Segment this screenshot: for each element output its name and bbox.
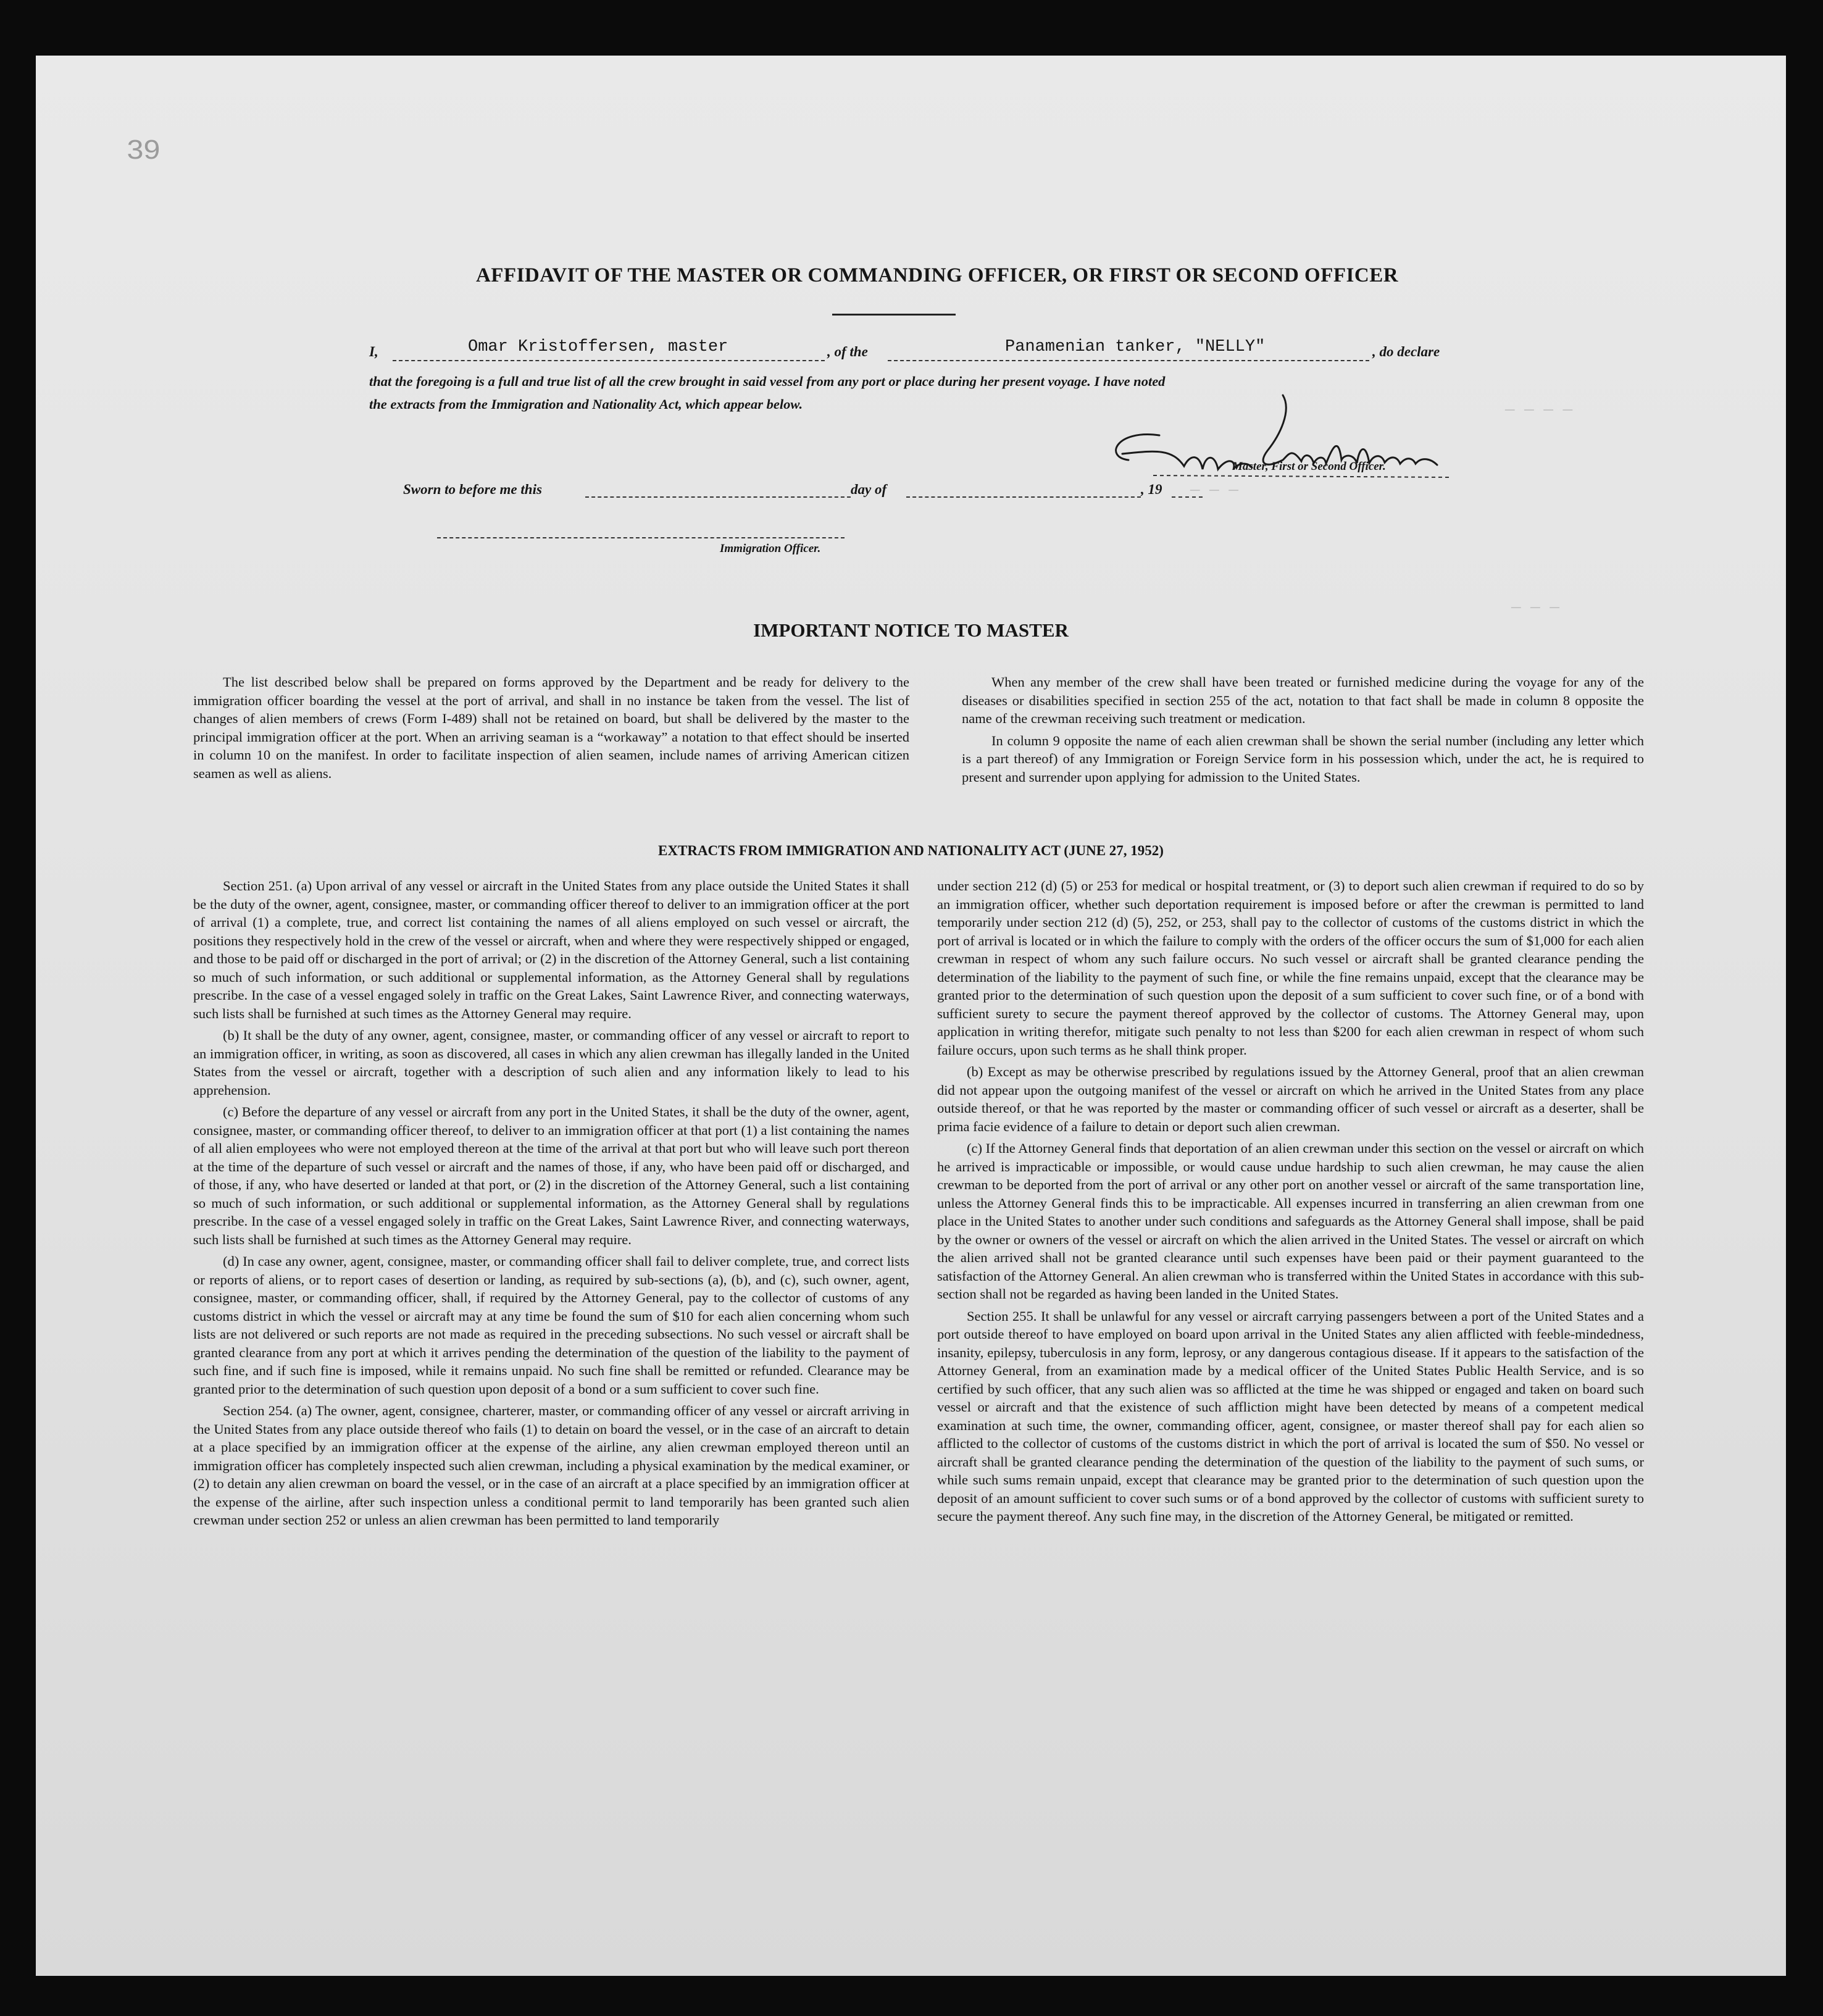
section-251-c: (c) Before the departure of any vessel or aircraft from any port in the United States, it shall be the duty of the owner, agent, consignee, master, or commanding officer thereof, to deliver to an immigration officer at that port (1) a list containing the names of all alien employees who were not employed thereon at the time of the arrival at that port but who will leave such port thereon at the time of the departure of such vessel or aircraft and the names of those, if any, who have been paid off or discharged, and of those, if any, who have deserted or landed at that port, or (2) in the discretion of the Attorney General, such a list containing so much of such information, or such additional or supplemental information, as the Attorney General shall by regulations prescribe. In the case of a vessel engaged solely in traffic on the Great Lakes, Saint Lawrence River, and connecting waterways, such lists shall be furnished at such times as the Attorney General may require. <box>193 1104 909 1247</box>
title-rule <box>832 314 956 316</box>
sworn-line <box>369 480 1233 503</box>
bleed-through-text: ─ ─ ─ ─ <box>1505 401 1573 420</box>
sworn-day-blank <box>585 496 851 498</box>
i-label: I, <box>369 344 378 359</box>
section-251-a: Section 251. (a) Upon arrival of any vessel or aircraft in the United States from any place outside the United States it shall be the duty of the owner, agent, consignee, master, or commanding officer thereof to deliver to an immigration officer at the port of arrival (1) a complete, true, and correct list containing the names of all aliens employed on such vessel or aircraft, the positions they respectively hold in the crew of the vessel or aircraft, when and where they were respectively shipped or engaged, and those to be paid off or discharged in the port of arrival; or (2) in the discretion of the Attorney General, such a list containing so much of such information, or such additional or supplemental information, as the Attorney General shall by regulations prescribe. In the case of a vessel engaged solely in traffic on the Great Lakes, Saint Lawrence River, and connecting waterways, such lists shall be furnished at such times as the Attorney General may require. <box>193 878 909 1021</box>
bleed-through-text: ─ ─ ─ <box>1190 482 1239 500</box>
immigration-officer-blank <box>437 537 845 538</box>
master-name-blank <box>393 360 825 361</box>
document-page <box>36 56 1786 1976</box>
section-254-c: (c) If the Attorney General finds that deportation of an alien crewman under this section on the vessel or aircraft on which he arrived is impracticable or impossible, or would cause undue hardship to such alien crewman, he may cause the alien crewman to be deported from the port of arrival or any other port on another vessel or aircraft of the same transportation line, unless the Attorney General finds this to be impracticable. All expenses incurred in transferring an alien crewman from one place in the United States to another under such conditions and safeguards as the Attorney General shall impose, shall be paid by the owner or owners of the vessel or aircraft on which the alien arrived in the United States. The vessel or aircraft on which the alien arrived shall not be granted clearance until such expenses have been paid or their payment guaranteed to the satisfaction of the Attorney General. An alien crewman who is transferred within the United States in accordance with this sub-section shall not be regarded as having been landed in the United States. <box>937 1140 1644 1302</box>
section-251-d: (d) In case any owner, agent, consignee, master, or commanding officer shall fail to deliver complete, true, and correct lists or reports of aliens, or to report cases of desertion or landing, as required by sub-sections (a), (b), and (c), such owner, agent, consignee, master, or commanding officer, shall, if required by the Attorney General, pay to the collector of customs of any customs district in which the vessel or aircraft may at any time be found the sum of $10 for each alien concerning whom such lists are not delivered or such reports are not made as required in the preceding subsections. No such vessel or aircraft shall be granted clearance from any port at which it arrives pending the determination of the question of the liability to the payment of such fine, and if such fine is imposed, while it remains unpaid. No such fine shall be remitted or refunded. Clearance may be granted prior to the determination of such question upon deposit of a bond or a sum sufficient to cover such fine. <box>193 1253 909 1397</box>
sworn-year-blank <box>1172 496 1203 498</box>
page-number: 39 <box>127 135 161 165</box>
vessel-blank <box>888 360 1369 361</box>
master-caption: Master, First or Second Officer. <box>1232 460 1386 473</box>
statement-line-1: that the foregoing is a full and true list of all the crew brought in said vessel from any port or place during her present voyage. I have noted <box>369 374 1166 389</box>
section-254-b: (b) Except as may be otherwise prescribed by regulations issued by the Attorney General, proof that an alien crewman did not appear upon the outgoing manifest of the vessel or aircraft on which he arrived in the United States from any place outside thereof, or that he was reported by the master or commanding officer of such vessel or aircraft as a deserter, shall be prima facie evidence of a failure to detain or deport such alien crewman. <box>937 1064 1644 1134</box>
immigration-officer-caption: Immigration Officer. <box>720 542 821 555</box>
affidavit-title: AFFIDAVIT OF THE MASTER OR COMMANDING OFFICER, OR FIRST OR SECOND OFFICER <box>475 264 1399 287</box>
sworn-month-blank <box>906 496 1141 498</box>
of-the-label: , of the <box>827 344 868 359</box>
master-name-value: Omar Kristoffersen, master <box>468 338 728 356</box>
year-label: , 19 <box>1141 482 1162 497</box>
do-declare-label: , do declare <box>1372 344 1440 359</box>
extracts-right-column <box>937 877 1644 1529</box>
notice-left-paragraph: The list described below shall be prepared on forms approved by the Department and be ready for delivery to the immigration officer boarding the vessel at the port of arrival, and shall in no instance be taken from the vessel. The list of changes of alien members of crews (Form I-489) shall not be retained on board, but shall be delivered by the master to the principal immigration officer at the port. When an arriving seaman is a “workaway” a notation to that effect should be inserted in column 10 on the manifest. In order to facilitate inspection of alien seamen, include names of arriving American citizen seamen as well as aliens. <box>193 674 909 781</box>
section-251-b: (b) It shall be the duty of any owner, agent, consignee, master, or commanding officer of any vessel or aircraft to report to an immigration officer, in writing, as soon as discovered, all cases in which any alien crewman has illegally landed in the United States from the vessel or aircraft, together with a description of such alien and any information likely to lead to his apprehension. <box>193 1027 909 1098</box>
extracts-title: EXTRACTS FROM IMMIGRATION AND NATIONALITY ACT (JUNE 27, 1952) <box>658 843 1164 858</box>
vessel-value: Panamenian tanker, "NELLY" <box>1005 338 1266 356</box>
section-254-a: Section 254. (a) The owner, agent, consignee, charterer, master, or commanding officer of any vessel or aircraft arriving in the United States from any place outside thereof who fails (1) to detain on board the vessel, or in the case of an aircraft to detain at a place specified by an immigration officer at the expense of the airline, any alien crewman employed thereon until an immigration officer has completely inspected such alien crewman, including a physical examination by the medical examiner, or (2) to detain any alien crewman on board the vessel, or in the case of an aircraft at a place specified by an immigration officer at the expense of the airline, after such inspection unless a conditional permit to land temporarily has been granted such alien crewman under section 252 or unless an alien crewman has been permitted to land temporarily <box>193 1403 909 1528</box>
notice-title: IMPORTANT NOTICE TO MASTER <box>753 619 1069 641</box>
declaration-line <box>369 338 1499 364</box>
notice-right-paragraph-1: When any member of the crew shall have been treated or furnished medicine during the voyage for any of the diseases or disabilities specified in section 255 of the act, notation to that fact shall be made in column 8 opposite the name of the crewman receiving such treatment or medication. <box>962 674 1644 726</box>
day-of-label: day of <box>851 482 887 497</box>
bleed-through-text: ─ ─ ─ <box>1511 599 1560 617</box>
statement-line-2: the extracts from the Immigration and Nationality Act, which appear below. <box>369 396 803 412</box>
notice-right-paragraph-2: In column 9 opposite the name of each alien crewman shall be shown the serial number (including any letter which is a part thereof) of any Immigration or Foreign Service form in his possession which, under the act, he is required to present and surrender upon applying for admission to the United States. <box>962 732 1644 785</box>
extracts-left-column <box>193 877 909 1533</box>
notice-right-column <box>962 673 1644 790</box>
section-255: Section 255. It shall be unlawful for any vessel or aircraft carrying passengers between a port of the United States and a port outside thereof to have employed on board upon arrival in the United States any alien afflicted with feeble-mindedness, insanity, epilepsy, tuberculosis in any form, leprosy, or any dangerous contagious disease. If it appears to the satisfaction of the Attorney General, from an examination made by a medical officer of the United States Public Health Service, and is so certified by such officer, that any such alien was so afflicted at the time he was shipped or engaged and taken on board such vessel or aircraft and that the existence of such affliction might have been detected by means of a competent medical examination at such time, the owner, commanding officer, agent, consignee, or master thereof shall pay for each alien so afflicted to the collector of customs of the customs district in which the port of arrival is located the sum of $50. No vessel or aircraft shall be granted clearance pending the determination of the question of the liability to the payment of such sums, or while such sums remain unpaid, except that clearance may be granted prior to the determination of such question upon the deposit of an amount sufficient to cover such sums or of a bond approved by the collector of customs with sufficient surety to secure the payment thereof. Any such fine may, in the discretion of the Attorney General, be mitigated or remitted. <box>937 1308 1644 1524</box>
section-254-a-continued: under section 212 (d) (5) or 253 for medical or hospital treatment, or (3) to deport such alien crewman if required to do so by an immigration officer, whether such deportation requirement is imposed before or after the crewman is permitted to land temporarily under section 212 (d) (5), 252, or 253, shall pay to the collector of customs of the customs district in which the port of arrival is located or in which the failure to comply with the orders of the officer occurs the sum of $1,000 for each alien crewman in respect of whom any such failure occurs. No such vessel or aircraft shall be granted clearance pending the determination of the liability to the payment of such fine, or while the fine remains unpaid, except that the clearance may be granted prior to the determination of such question upon the deposit of a sum sufficient to cover such fine, or of a bond with sufficient surety to secure the payment thereof approved by the collector of customs. The Attorney General may, upon application in writing therefor, mitigate such penalty to not less than $200 for each alien crewman in respect of whom such failure occurs, upon such terms as he shall think proper. <box>937 878 1644 1058</box>
sworn-label: Sworn to before me this <box>403 482 542 497</box>
notice-left-column <box>193 673 909 786</box>
